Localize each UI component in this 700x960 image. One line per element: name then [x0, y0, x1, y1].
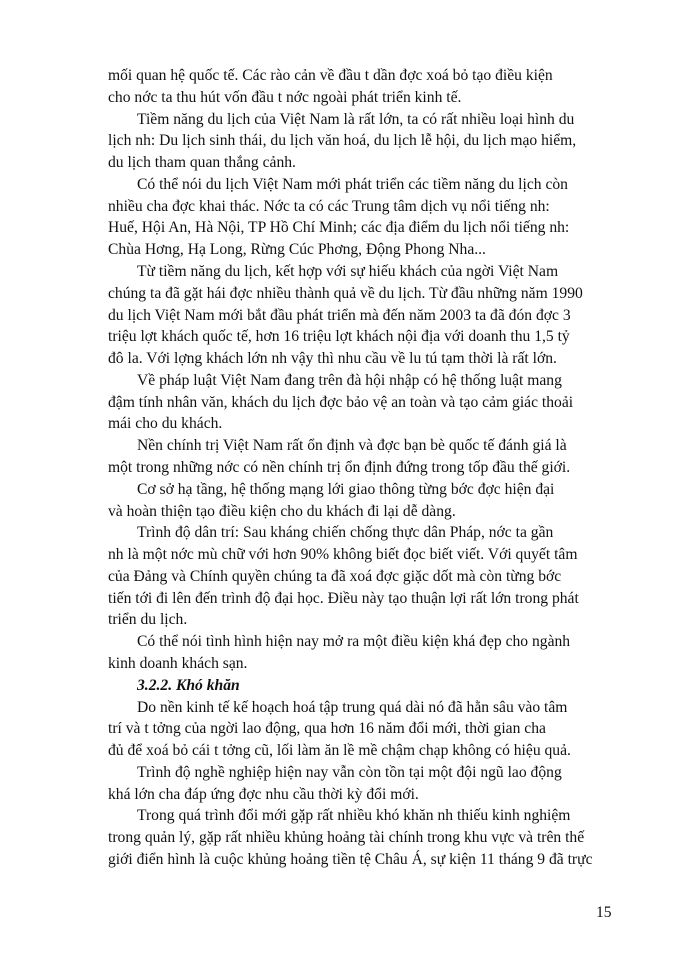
text-line: khá lớn cha đáp ứng đợc nhu cầu thời kỳ đổi mới.: [108, 786, 419, 803]
text-line: trí và t tởng của ngời lao động, qua hơn 16 năm đổi mới, thời gian cha: [108, 720, 546, 737]
text-line: nhiều cha đợc khai thác. Nớc ta có các Trung tâm dịch vụ nổi tiếng nh:: [108, 198, 550, 215]
text-line: cho nớc ta thu hút vốn đầu t nớc ngoài phát triển kinh tế.: [108, 89, 462, 106]
text-line: trong quản lý, gặp rất nhiều khủng hoảng tài chính trong khu vực và trên thế: [108, 829, 585, 846]
text-line: triệu lợt khách quốc tế, hơn 16 triệu lợt khách nội địa với doanh thu 1,5 tỷ: [108, 328, 570, 345]
text-line: đô la. Với lợng khách lớn nh vậy thì nhu cầu về lu tú tạm thời là rất lớn.: [108, 350, 557, 367]
text-line: chúng ta đã gặt hái đợc nhiều thành quả về du lịch. Từ đầu những năm 1990: [108, 285, 583, 302]
text-line: Trình độ dân trí: Sau kháng chiến chống thực dân Pháp, nớc ta gần: [137, 524, 554, 541]
section-heading: 3.2.2. Khó khăn: [137, 677, 240, 694]
text-line: Tiềm năng du lịch của Việt Nam là rất lớn, ta có rất nhiều loại hình du: [137, 111, 575, 128]
text-line: mối quan hệ quốc tế. Các rào cản về đầu t dần đợc xoá bỏ tạo điều kiện: [108, 67, 553, 84]
text-line: đủ để xoá bỏ cái t tởng cũ, lối làm ăn lề mề chậm chạp không có hiệu quả.: [108, 742, 571, 759]
page-number: 15: [596, 904, 612, 921]
text-line: Huế, Hội An, Hà Nội, TP Hồ Chí Minh; các địa điểm du lịch nổi tiếng nh:: [108, 219, 570, 236]
text-line: của Đảng và Chính quyền chúng ta đã xoá đợc giặc dốt mà còn từng bớc: [108, 568, 562, 585]
text-line: triển du lịch.: [108, 611, 188, 628]
text-line: mái cho du khách.: [108, 415, 223, 432]
text-line: Có thể nói tình hình hiện nay mở ra một điều kiện khá đẹp cho ngành: [137, 633, 571, 650]
text-line: Chùa Hơng, Hạ Long, Rừng Cúc Phơng, Động Phong Nha...: [108, 241, 486, 258]
text-line: lịch nh: Du lịch sinh thái, du lịch văn hoá, du lịch lễ hội, du lịch mạo hiểm,: [108, 132, 577, 149]
text-line: Nền chính trị Việt Nam rất ổn định và đợc bạn bè quốc tế đánh giá là: [137, 437, 567, 454]
text-line: Do nền kinh tế kế hoạch hoá tập trung quá dài nó đã hằn sâu vào tâm: [137, 699, 568, 716]
text-line: đậm tính nhân văn, khách du lịch đợc bảo vệ an toàn và tạo cảm giác thoải: [108, 394, 574, 411]
text-line: kinh doanh khách sạn.: [108, 655, 248, 672]
text-line: tiến tới đi lên đến trình độ đại học. Điều này tạo thuận lợi rất lớn trong phát: [108, 590, 579, 607]
text-line: Từ tiềm năng du lịch, kết hợp với sự hiếu khách của ngời Việt Nam: [137, 263, 559, 280]
text-line: giới điển hình là cuộc khủng hoảng tiền tệ Châu Á, sự kiện 11 tháng 9 đã trực: [108, 851, 593, 868]
text-line: Có thể nói du lịch Việt Nam mới phát triển các tiềm năng du lịch còn: [137, 176, 568, 193]
text-line: nh là một nớc mù chữ với hơn 90% không biết đọc biết viết. Với quyết tâm: [108, 546, 578, 563]
text-line: một trong những nớc có nền chính trị ổn định đứng trong tốp đầu thế giới.: [108, 459, 571, 476]
text-line: du lịch tham quan thắng cảnh.: [108, 154, 296, 171]
text-line: Trình độ nghề nghiệp hiện nay vẫn còn tồn tại một đội ngũ lao động: [137, 764, 562, 781]
text-line: Trong quá trình đổi mới gặp rất nhiều khó khăn nh thiếu kinh nghiệm: [137, 807, 571, 824]
text-line: du lịch Việt Nam mới bắt đầu phát triển mà đến năm 2003 ta đã đón đợc 3: [108, 307, 571, 324]
text-line: Về pháp luật Việt Nam đang trên đà hội nhập có hệ thống luật mang: [137, 372, 562, 389]
text-line: và hoàn thiện tạo điều kiện cho du khách đi lại dễ dàng.: [108, 503, 456, 520]
text-line: Cơ sở hạ tầng, hệ thống mạng lới giao thông từng bớc đợc hiện đại: [137, 481, 555, 498]
